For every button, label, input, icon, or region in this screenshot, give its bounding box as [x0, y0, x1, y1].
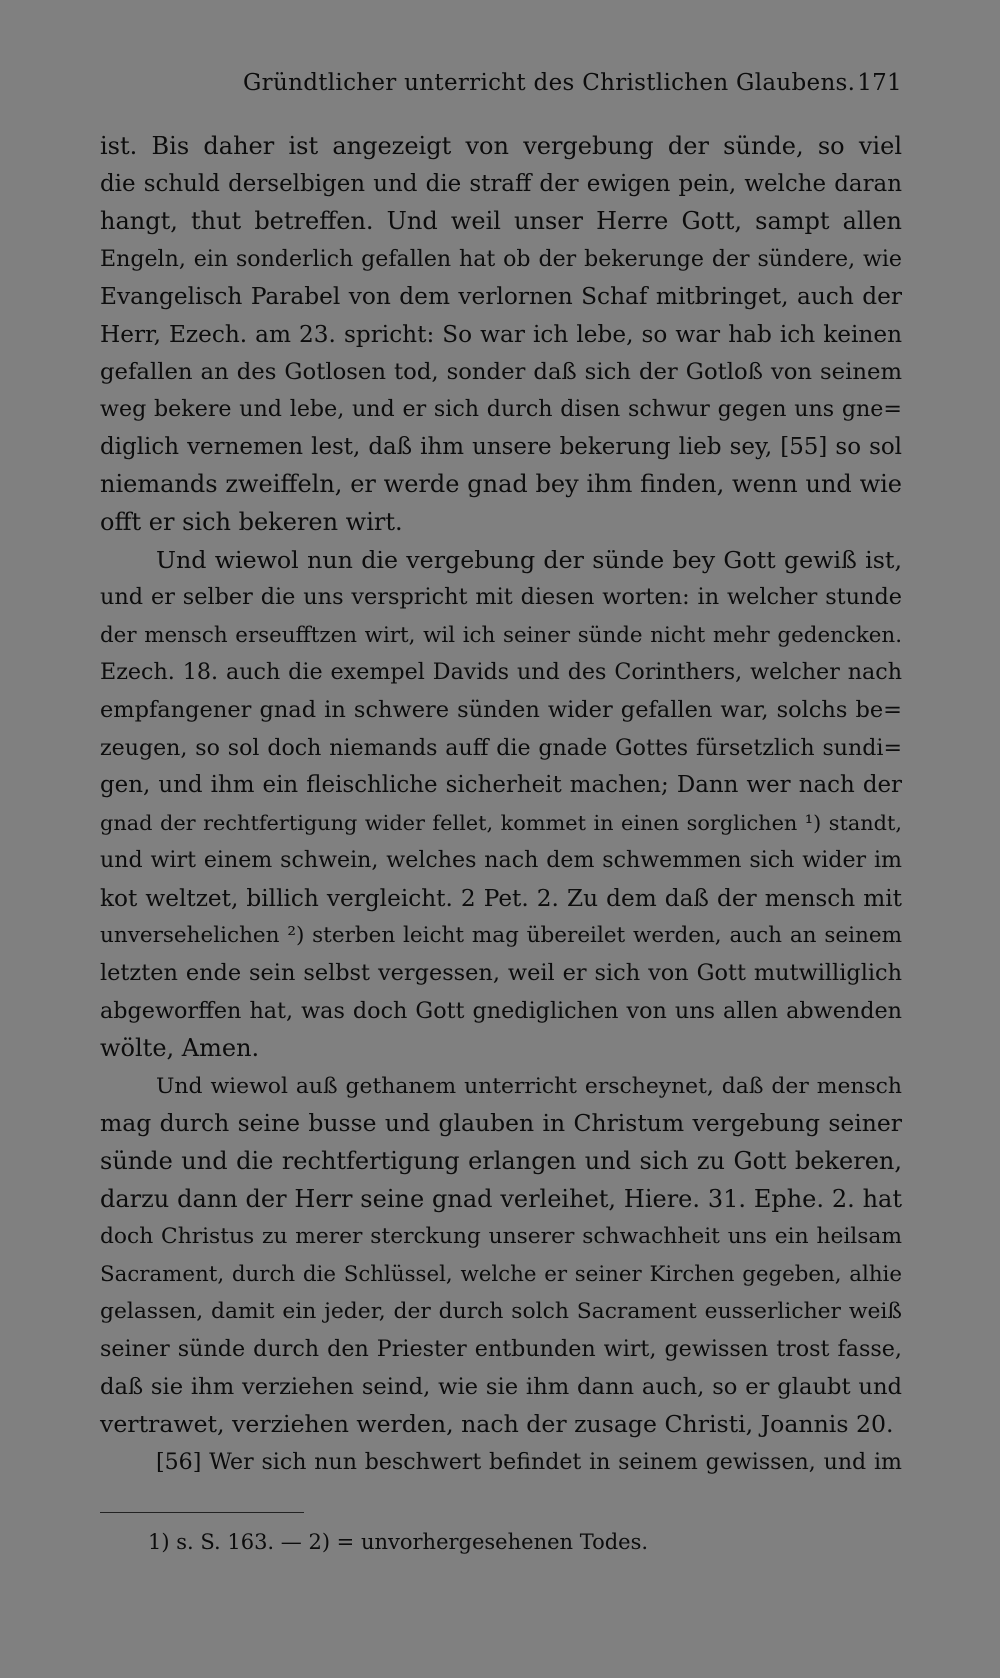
footnote: 1) s. S. 163. — 2) = unvorhergesehenen Todes.	[148, 1530, 649, 1554]
text-line: Evangelisch Parabel von dem verlornen Schaf mitbringet, auch der	[100, 283, 902, 311]
text-line: die schuld derselbigen und die straff der ewigen pein, welche daran	[100, 170, 902, 197]
text-line: gelassen, damit ein jeder, der durch solch Sacrament eusserlicher weiß	[100, 1299, 902, 1325]
footnote-divider	[100, 1512, 304, 1513]
text-line: darzu dann der Herr seine gnad verleihet, Hiere. 31. Ephe. 2. hat	[100, 1184, 902, 1213]
text-line: zeugen, so sol doch niemands auff die gnade Gottes fürsetzlich sundi=	[100, 734, 902, 761]
text-line: gnad der rechtfertigung wider fellet, kommet in einen sorglichen ¹) standt,	[100, 810, 902, 835]
page-number: 171	[857, 70, 902, 96]
text-line: und wirt einem schwein, welches nach dem schwemmen sich wider im	[100, 847, 902, 874]
text-line: der mensch erseufftzen wirt, wil ich seiner sünde nicht mehr gedencken.	[100, 622, 902, 648]
text-line: unversehelichen ²) sterben leicht mag übereilet werden, auch an seinem	[100, 923, 902, 949]
text-line: abgeworffen hat, was doch Gott gnediglichen von uns allen abwenden	[100, 997, 902, 1024]
text-line: niemands zweiffeln, er werde gnad bey ihm finden, wenn und wie	[100, 470, 902, 499]
text-line: Und wiewol nun die vergebung der sünde bey Gott gewiß ist,	[156, 545, 902, 574]
text-line: Sacrament, durch die Schlüssel, welche er seiner Kirchen gegeben, alhie	[100, 1261, 902, 1287]
text-line: Ezech. 18. auch die exempel Davids und des Corinthers, welcher nach	[100, 659, 902, 686]
text-line: diglich vernemen lest, daß ihm unsere bekerung lieb sey, [55] so sol	[100, 433, 902, 460]
text-line: ist. Bis daher ist angezeigt von vergebung der sünde, so viel	[100, 132, 902, 160]
text-line: hangt, thut betreffen. Und weil unser Herre Gott, sampt allen	[100, 207, 902, 236]
text-line: Herr, Ezech. am 23. spricht: So war ich lebe, so war hab ich keinen	[100, 320, 902, 348]
text-line: daß sie ihm verziehen seind, wie sie ihm dann auch, so er glaubt und	[100, 1373, 902, 1400]
text-line: seiner sünde durch den Priester entbunden wirt, gewissen trost fasse,	[100, 1336, 902, 1362]
text-line: vertrawet, verziehen werden, nach der zusage Christi, Joannis 20.	[100, 1410, 894, 1439]
text-line: kot weltzet, billich vergleicht. 2 Pet. 2. Zu dem daß der mensch mit	[100, 884, 902, 912]
text-line: doch Christus zu merer sterckung unserer schwachheit uns ein heilsam	[100, 1224, 902, 1250]
text-line: [56] Wer sich nun beschwert befindet in seinem gewissen, und im	[156, 1448, 902, 1475]
text-line: gefallen an des Gotlosen tod, sonder daß sich der Gotloß von seinem	[100, 358, 902, 385]
text-line: mag durch seine busse und glauben in Christum vergebung seiner	[100, 1109, 902, 1138]
text-line: gen, und ihm ein fleischliche sicherheit machen; Dann wer nach der	[100, 772, 902, 799]
text-line: wölte, Amen.	[100, 1034, 260, 1063]
text-line: Und wiewol auß gethanem unterricht erscheynet, daß der mensch	[156, 1073, 902, 1099]
text-line: und er selber die uns verspricht mit diesen worten: in welcher stunde	[100, 584, 902, 611]
running-head	[100, 70, 902, 106]
text-line: Engeln, ein sonderlich gefallen hat ob der bekerunge der sündere, wie	[100, 245, 902, 272]
text-line: sünde und die rechtfertigung erlangen und sich zu Gott bekeren,	[100, 1147, 902, 1176]
text-line: empfangener gnad in schwere sünden wider gefallen war, solchs be=	[100, 696, 902, 723]
text-line: offt er sich bekeren wirt.	[100, 507, 403, 536]
body-text	[100, 128, 902, 1481]
running-head-title: Gründtlicher unterricht des Christlichen Glaubens.	[243, 70, 856, 96]
text-line: weg bekere und lebe, und er sich durch disen schwur gegen uns gne=	[100, 396, 902, 423]
text-line: letzten ende sein selbst vergessen, weil er sich von Gott mutwilliglich	[100, 960, 902, 987]
